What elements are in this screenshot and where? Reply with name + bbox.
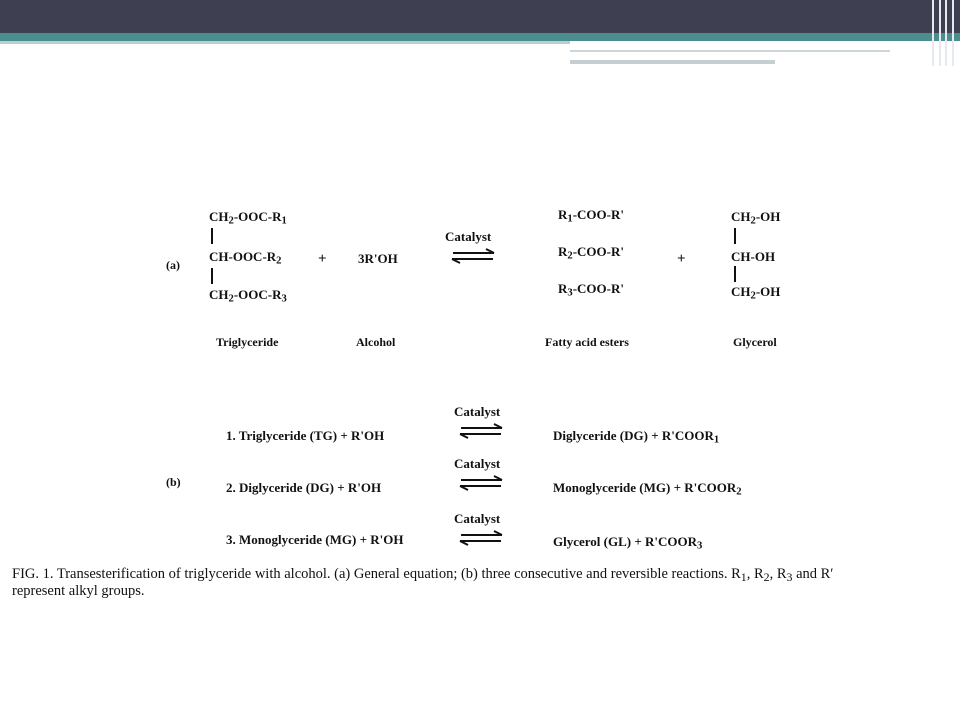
catalyst-label: Catalyst	[454, 456, 501, 471]
reaction-2-rhs: Monoglyceride $(MG) + R'COOR_2$	[553, 480, 742, 498]
slide-header-accent	[0, 33, 960, 41]
reaction-2-lhs: 2. Diglyceride (DG) + R'OH	[226, 480, 382, 495]
triglyceride-line1: $CH_2-OOC-R_1$	[209, 209, 287, 227]
reaction-3-lhs: 3. Monoglyceride (MG) + R'OH	[226, 532, 404, 547]
figure-caption-line2: represent alkyl groups.	[12, 583, 145, 599]
bond-line	[211, 268, 213, 284]
alcohol-formula: 3R'OH	[358, 251, 398, 266]
bond-line	[734, 228, 736, 244]
slide-header-bar	[0, 0, 960, 33]
glycerol-line1: $CH_2-OH$	[731, 209, 781, 227]
reaction-1-rhs: Diglyceride $(DG) + R'COOR_1$	[553, 428, 720, 446]
bond-line	[734, 266, 736, 282]
ester-line3: $R_3-COO-R'$	[558, 281, 624, 299]
slide-header-stripes	[928, 0, 960, 66]
figure-caption-line1: FIG. 1. Transesterification of triglyceride with alcohol. (a) General equation; (b) three consecutive and reversible reactions. $R_1$, $R_2$, $R_3$ and R′	[12, 566, 834, 584]
esters-name: Fatty acid esters	[545, 335, 629, 349]
reaction-1-lhs: 1. Triglyceride (TG) + R'OH	[226, 428, 385, 443]
part-a-label: (a)	[166, 258, 180, 272]
catalyst-label: Catalyst	[445, 229, 492, 244]
triglyceride-name: Triglyceride	[216, 335, 279, 349]
ester-line1: $R_1-COO-R'$	[558, 207, 624, 225]
glycerol-name: Glycerol	[733, 335, 777, 349]
equilibrium-arrow-icon	[450, 248, 496, 264]
glycerol-line2: CH-OH	[731, 249, 776, 264]
slide-header-rule	[570, 50, 890, 52]
ester-line2: $R_2-COO-R'$	[558, 244, 624, 262]
catalyst-label: Catalyst	[454, 511, 501, 526]
reaction-3-rhs: Glycerol $(GL) + R'COOR_3$	[553, 534, 703, 552]
part-b-label: (b)	[166, 475, 181, 489]
triglyceride-line3: $CH_2-OOC-R_3$	[209, 287, 287, 305]
plus-sign: +	[318, 251, 327, 267]
glycerol-line3: $CH_2-OH$	[731, 284, 781, 302]
equilibrium-arrow-icon	[458, 530, 504, 546]
alcohol-name: Alcohol	[356, 335, 396, 349]
slide-header-accent-thin	[0, 41, 570, 44]
bond-line	[211, 228, 213, 244]
slide-header-rule	[570, 60, 775, 64]
equilibrium-arrow-icon	[458, 423, 504, 439]
catalyst-label: Catalyst	[454, 404, 501, 419]
triglyceride-line2: $CH-OOC-R_2$	[209, 249, 282, 267]
equilibrium-arrow-icon	[458, 475, 504, 491]
plus-sign: +	[677, 251, 686, 267]
